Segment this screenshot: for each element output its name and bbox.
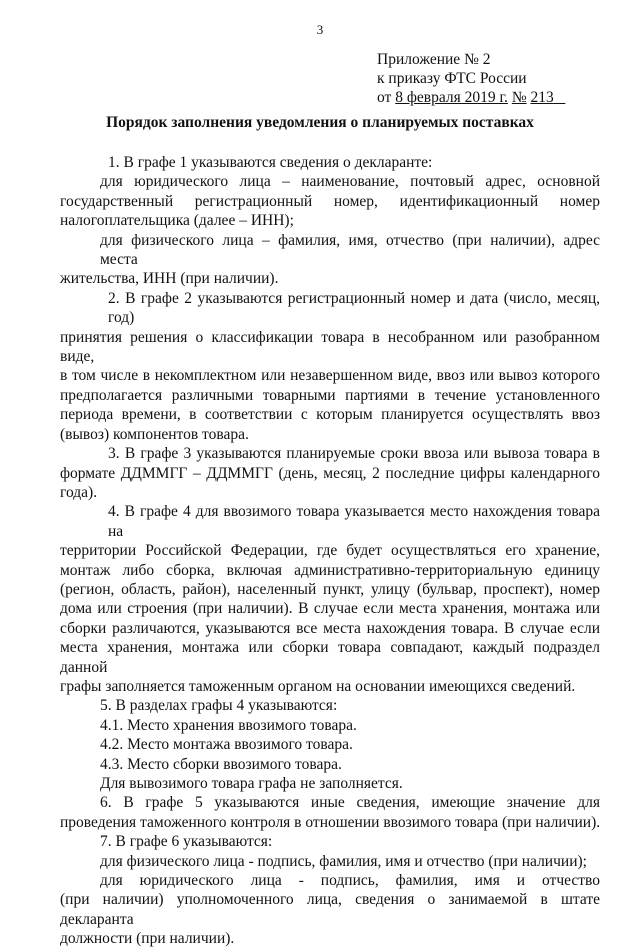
text-line: сборки различаются, указываются все места нахождения товара. В случае если: [60, 619, 600, 637]
text-line: территории Российской Федерации, где будет осуществляться его хранение,: [60, 542, 600, 560]
text-line: государственный регистрационный номер, идентификационный номер: [60, 192, 600, 210]
text-line: для физического лица – фамилия, имя, отчество (при наличии), адрес места: [100, 231, 600, 269]
text-line: графы заполняется таможенным органом на основании имеющихся сведений.: [60, 677, 576, 695]
text-line: жительства, ИНН (при наличии).: [60, 270, 279, 288]
text-line: для физического лица - подпись, фамилия, имя и отчество (при наличии);: [100, 852, 587, 870]
text-line: 7. В графе 6 указываются:: [100, 833, 273, 851]
appendix-date-line: [377, 88, 565, 107]
appendix-header: [377, 50, 565, 107]
text-line: периода времени, в соответствии с которым планируется осуществлять ввоз: [60, 406, 600, 424]
text-line: принятия решения о классификации товара в несобранном или разобранном виде,: [60, 328, 600, 366]
document-title: Порядок заполнения уведомления о планируемых поставках: [106, 114, 534, 131]
document-body: [60, 153, 600, 949]
text-line: места хранения, монтажа или сборки товара совпадают, каждый подраздел данной: [60, 639, 600, 676]
text-line: 4.3. Место сборки ввозимого товара.: [100, 755, 342, 773]
text-line: года).: [60, 483, 98, 501]
text-line: дома или строения (при наличии). В случае если места хранения, монтажа или: [60, 600, 600, 618]
text-line: 5. В разделах графы 4 указываются:: [100, 697, 338, 715]
text-line: должности (при наличии).: [60, 930, 235, 948]
text-line: Для вывозимого товара графа не заполняется.: [100, 775, 403, 792]
text-line: для юридического лица – наименование, почтовый адрес, основной: [100, 173, 600, 191]
text-line: 3. В графе 3 указываются планируемые сроки ввоза или вывоза товара в: [108, 445, 600, 463]
appendix-date-prefix: от: [377, 89, 392, 106]
text-line: налогоплательщика (далее – ИНН);: [60, 212, 294, 230]
text-line: монтаж либо сборка, включая административно-территориальную единицу: [60, 561, 600, 579]
appendix-date: 8 февраля 2019 г.: [395, 89, 508, 106]
appendix-order-ref: к приказу ФТС России: [377, 70, 527, 87]
text-line: формате ДДММГГ – ДДММГГ (день, месяц, 2 последние цифры календарного: [60, 464, 600, 482]
text-line: для юридического лица - подпись, фамилия, имя и отчество: [100, 872, 600, 890]
text-line: 1. В графе 1 указываются сведения о декларанте:: [108, 154, 433, 171]
page-number: 3: [316, 22, 324, 37]
text-line: предполагается различными товарными партиями в течение установленного: [60, 386, 600, 404]
text-line: в том числе в некомплектном или незавершенном виде, ввоз или вывоз которого: [60, 367, 600, 385]
text-line: 4.1. Место хранения ввозимого товара.: [100, 716, 357, 734]
text-line: (регион, область, район), населенный пункт, улицу (бульвар, проспект), номер: [60, 580, 600, 598]
appendix-number: 213: [530, 89, 554, 106]
text-line: (вывоз) компонентов товара.: [60, 425, 249, 443]
text-line: 2. В графе 2 указываются регистрационный номер и дата (число, месяц, год): [108, 289, 600, 327]
appendix-title: Приложение № 2: [377, 51, 491, 68]
text-line: 4. В графе 4 для ввозимого товара указывается место нахождения товара на: [108, 503, 600, 540]
text-line: 4.2. Место монтажа ввозимого товара.: [100, 736, 353, 754]
appendix-number-sign: №: [511, 89, 527, 106]
text-line: проведения таможенного контроля в отношении ввозимого товара (при наличии).: [60, 813, 601, 831]
text-line: 6. В графе 5 указываются иные сведения, имеющие значение для: [100, 794, 600, 812]
text-line: (при наличии) уполномоченного лица, сведения о занимаемой в штате декларанта: [60, 891, 600, 928]
